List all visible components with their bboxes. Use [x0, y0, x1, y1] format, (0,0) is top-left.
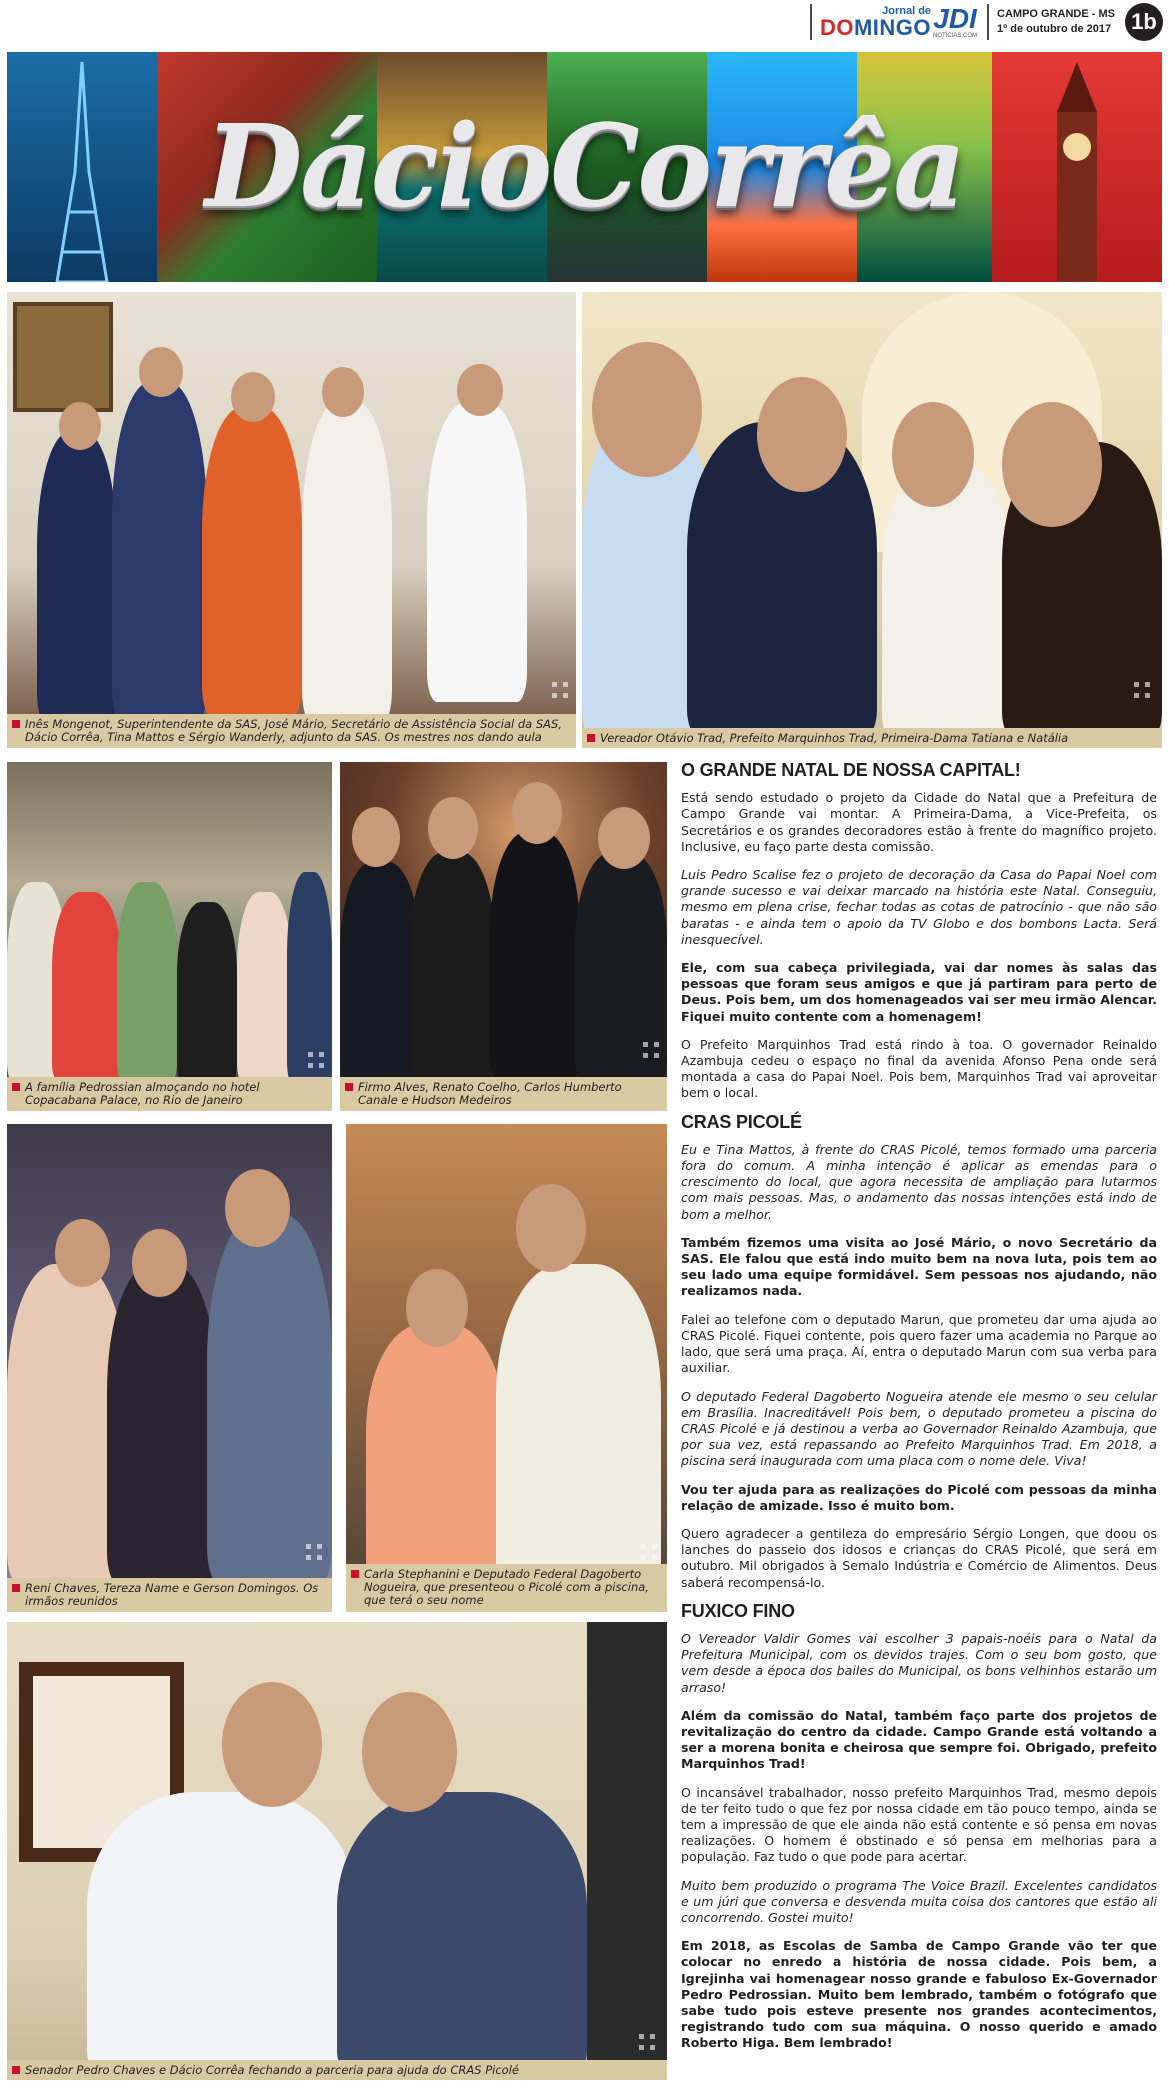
photo-6 — [346, 1124, 667, 1612]
photo-2 — [582, 292, 1162, 748]
corner-mark — [306, 1544, 322, 1560]
person — [410, 852, 495, 1082]
caption-1 — [7, 714, 576, 748]
head — [322, 367, 364, 417]
head — [457, 364, 503, 416]
caption-text: Vereador Otávio Trad, Prefeito Marquinhos Trad, Primeira-Dama Tatiana e Natália — [600, 731, 1069, 745]
caption-4 — [340, 1077, 667, 1111]
paragraph: Quero agradecer a gentileza do empresário Sérgio Longen, que doou os lanches do passeio dos idosos e crianças do CRAS Picolé, que será em outubro. Mil obrigados à Semalo Indústria e Comércio de Alimentos. Deus saberá recompensá-lo. — [681, 1525, 1157, 1590]
corner-mark — [552, 682, 568, 698]
divider — [987, 4, 989, 40]
head — [231, 372, 275, 422]
head — [512, 782, 562, 844]
paragraph: Muito bem produzido o programa The Voice Brazil. Excelentes candidatos e um júri que conversa e desvenda muita coisa dos cantores que estão ali concorrendo. Gostei muito! — [681, 1877, 1157, 1925]
caption-text: Senador Pedro Chaves e Dácio Corrêa fechando a parceria para ajuda do CRAS Picolé — [25, 2063, 519, 2077]
city-date — [997, 7, 1115, 37]
corner-mark — [639, 2034, 655, 2050]
paragraph: Ele, com sua cabeça privilegiada, vai dar nomes às salas das pessoas que foram seus amigos e que já partiram para perto de Deus. Pois bem, um dos homenageados vai ser meu irmão Alencar. Fiquei muito contente com a homenagem! — [681, 960, 1157, 1024]
caption-text: Inês Mongenot, Superintendente da SAS, José Mário, Secretário de Assistência Social da SAS, Dácio Corrêa, Tina Mattos e Sérgio Wanderly, adjunto da SAS. Os mestres nos dando aula — [25, 717, 562, 744]
person — [496, 1264, 661, 1594]
banner-title — [7, 52, 1162, 282]
person — [207, 1214, 332, 1584]
head — [1002, 402, 1102, 527]
person — [117, 882, 177, 1082]
caption-marker — [587, 734, 595, 742]
paragraph: O Vereador Valdir Gomes vai escolher 3 papais-noéis para o Natal da Prefeitura Municipal, com os devidos trajes. Com o seu bom gosto, que vem desde a época dos bailes do Municipal, os bons velhinhos estarão um arraso! — [681, 1630, 1157, 1695]
head — [592, 342, 702, 477]
caption-marker — [12, 2066, 20, 2074]
person — [490, 832, 580, 1082]
paragraph: Também fizemos uma visita ao José Mário, o novo Secretário da SAS. Ele falou que está indo muito bem na nova luta, pois tem ao seu lado uma equipe formidável. Sem pessoas nos ajudando, não realizamos nada. — [681, 1234, 1157, 1299]
corner-mark — [643, 1042, 659, 1058]
wall-painting — [13, 302, 113, 412]
person — [287, 872, 332, 1082]
head — [55, 1219, 110, 1287]
head — [225, 1169, 290, 1247]
head — [139, 347, 183, 397]
person — [107, 1264, 217, 1584]
column-banner — [7, 52, 1162, 282]
jdi-logo — [931, 5, 979, 39]
jdi-subtext: NOTÍCIAS.COM — [933, 33, 978, 39]
person — [337, 1792, 587, 2080]
paragraph: Vou ter ajuda para as realizações do Picolé com pessoas da minha relação de amizade. Isso é muito bom. — [681, 1481, 1157, 1513]
corner-mark — [1134, 682, 1150, 698]
caption-3 — [7, 1077, 332, 1111]
caption-marker — [12, 1083, 20, 1091]
photo-1 — [7, 292, 576, 748]
head — [892, 402, 974, 507]
logo-big-text — [819, 14, 932, 40]
article-column — [681, 762, 1157, 2064]
city: CAMPO GRANDE - MS — [997, 8, 1115, 20]
person — [882, 462, 1012, 742]
head — [59, 402, 101, 450]
person — [366, 1324, 506, 1594]
head — [352, 807, 400, 867]
logo-small-text: Jornal de — [882, 4, 932, 17]
person — [177, 902, 237, 1082]
person — [37, 432, 117, 722]
corner-mark — [308, 1052, 324, 1068]
page-number-badge: 1b — [1125, 3, 1163, 41]
photo-5 — [7, 1124, 332, 1612]
date: 1º de outubro de 2017 — [997, 23, 1112, 35]
caption-text: Firmo Alves, Renato Coelho, Carlos Humberto Canale e Hudson Medeiros — [358, 1080, 622, 1107]
person — [340, 862, 420, 1082]
section-heading-cras-picole: CRAS PICOLÉ — [681, 1111, 802, 1132]
caption-marker — [351, 1570, 359, 1578]
person — [302, 402, 392, 722]
head — [222, 1682, 322, 1807]
jornal-de-domingo-logo — [820, 6, 931, 39]
caption-2 — [582, 728, 1162, 748]
caption-text: Carla Stephanini e Deputado Federal Dagoberto Nogueira, que presenteou o Picolé com a piscina, que terá o seu nome — [364, 1567, 649, 1607]
jdi-text: JDI — [933, 3, 977, 34]
masthead — [0, 0, 1169, 44]
corner-mark — [641, 1544, 657, 1560]
paragraph: O deputado Federal Dagoberto Nogueira atende ele mesmo o seu celular em Brasília. Inacreditável! Pois bem, o deputado prometeu a piscina do CRAS Picolé e já destinou a verba ao Governador Reinaldo Azambuja, que por sua vez, está repassando ao Prefeito Marquinhos Trad. Em 2018, a piscina será inaugurada com uma placa com o nome dele. Viva! — [681, 1388, 1157, 1469]
caption-text: A família Pedrossian almoçando no hotel Copacabana Palace, no Rio de Janeiro — [25, 1080, 260, 1107]
head — [362, 1692, 457, 1812]
head — [598, 807, 650, 869]
paragraph: O Prefeito Marquinhos Trad está rindo à toa. O governador Reinaldo Azambuja cedeu o espaço no final da avenida Afonso Pena onde será montada a casa do Papai Noel. Pois bem, Marquinhos Trad vai aproveitar bem o local. — [681, 1036, 1157, 1101]
paragraph: Luis Pedro Scalise fez o projeto de decoração da Casa do Papai Noel com grande sucesso e vai deixar marcado na história este Natal. Conseguiu, mesmo em plena crise, fechar todas as cotas de patrocínio - que não são baratas - e ainda tem o apoio da TV Globo e dos bombons Lacta. Será inesquecível. — [681, 867, 1157, 947]
logo-big-b: MINGO — [853, 14, 932, 40]
person — [52, 892, 122, 1082]
person — [87, 1792, 357, 2080]
caption-6 — [346, 1564, 667, 1612]
caption-marker — [12, 1584, 20, 1592]
logo-big-a: DO — [819, 14, 854, 40]
section-heading-fuxico-fino: FUXICO FINO — [681, 1600, 795, 1621]
head — [406, 1269, 468, 1347]
caption-marker — [345, 1083, 353, 1091]
masthead-right — [802, 0, 1169, 44]
head — [516, 1184, 586, 1272]
door-frame — [587, 1622, 667, 2080]
divider — [810, 4, 812, 40]
paragraph: Falei ao telefone com o deputado Marun, que prometeu dar uma ajuda ao CRAS Picolé. Fiquei contente, pois quero fazer uma academia no Parque ao lado, que será uma praça. Aí, entra o deputado Marun com sua verba para auxiliar. — [681, 1311, 1157, 1376]
caption-7 — [7, 2060, 667, 2080]
caption-5 — [7, 1578, 332, 1612]
paragraph: Em 2018, as Escolas de Samba de Campo Grande vão ter que colocar no enredo a história de nossa cidade. Pois bem, a Igrejinha vai homenagear nosso grande e fabuloso Ex-Governador Pedro Pedrossian. Muito bem lembrado, também o fotógrafo que sabe tudo pois esteve presente nos grandes acontecimentos, registrando tudo com sua máquina. O nosso querido e amado Roberto Higa. Bem lembrado! — [681, 1938, 1157, 2051]
person — [237, 892, 292, 1082]
paragraph: Eu e Tina Mattos, à frente do CRAS Picolé, temos formado uma parceria fora do comum. A minha intenção é aplicar as emendas para o crescimento do local, que agora necessita de ampliação para lutarmos com mais pessoas. Mas, o andamento das nossas intenções está indo de bom a melhor. — [681, 1141, 1157, 1222]
photo-7 — [7, 1622, 667, 2080]
paragraph: O incansável trabalhador, nosso prefeito Marquinhos Trad, mesmo depois de ter feito tudo o que fez por nossa cidade em tão pouco tempo, ainda se tem a impressão de que ele ainda não está contente e só pensa em novas realizações. O homem é obstinado e só pensa em melhorias para a população. Faz tudo o que pode para acertar. — [681, 1784, 1157, 1865]
banner-title-text: DácioCorrêa — [205, 101, 964, 233]
photo-4 — [340, 762, 667, 1111]
head — [757, 377, 847, 492]
paragraph: Está sendo estudado o projeto da Cidade do Natal que a Prefeitura de Campo Grande vai montar. A Primeira-Dama, a Vice-Prefeita, os Secretários e os grandes decoradores estão à frente do magnífico projeto. Inclusive, eu faço parte desta comissão. — [681, 790, 1157, 854]
paragraph: Além da comissão do Natal, também faço parte dos projetos de revitalização do centro da cidade. Campo Grande está voltando a ser a morena bonita e cheirosa que sempre foi. Obrigado, prefeito Marquinhos Trad! — [681, 1707, 1157, 1772]
head — [428, 797, 478, 859]
head — [132, 1229, 187, 1297]
person — [427, 402, 527, 702]
section-heading-natal: O GRANDE NATAL DE NOSSA CAPITAL! — [681, 760, 1021, 780]
caption-marker — [12, 720, 20, 728]
photo-3 — [7, 762, 332, 1111]
person — [202, 407, 302, 717]
person — [112, 382, 207, 722]
caption-text: Reni Chaves, Tereza Name e Gerson Domingos. Os irmãos reunidos — [25, 1581, 319, 1608]
